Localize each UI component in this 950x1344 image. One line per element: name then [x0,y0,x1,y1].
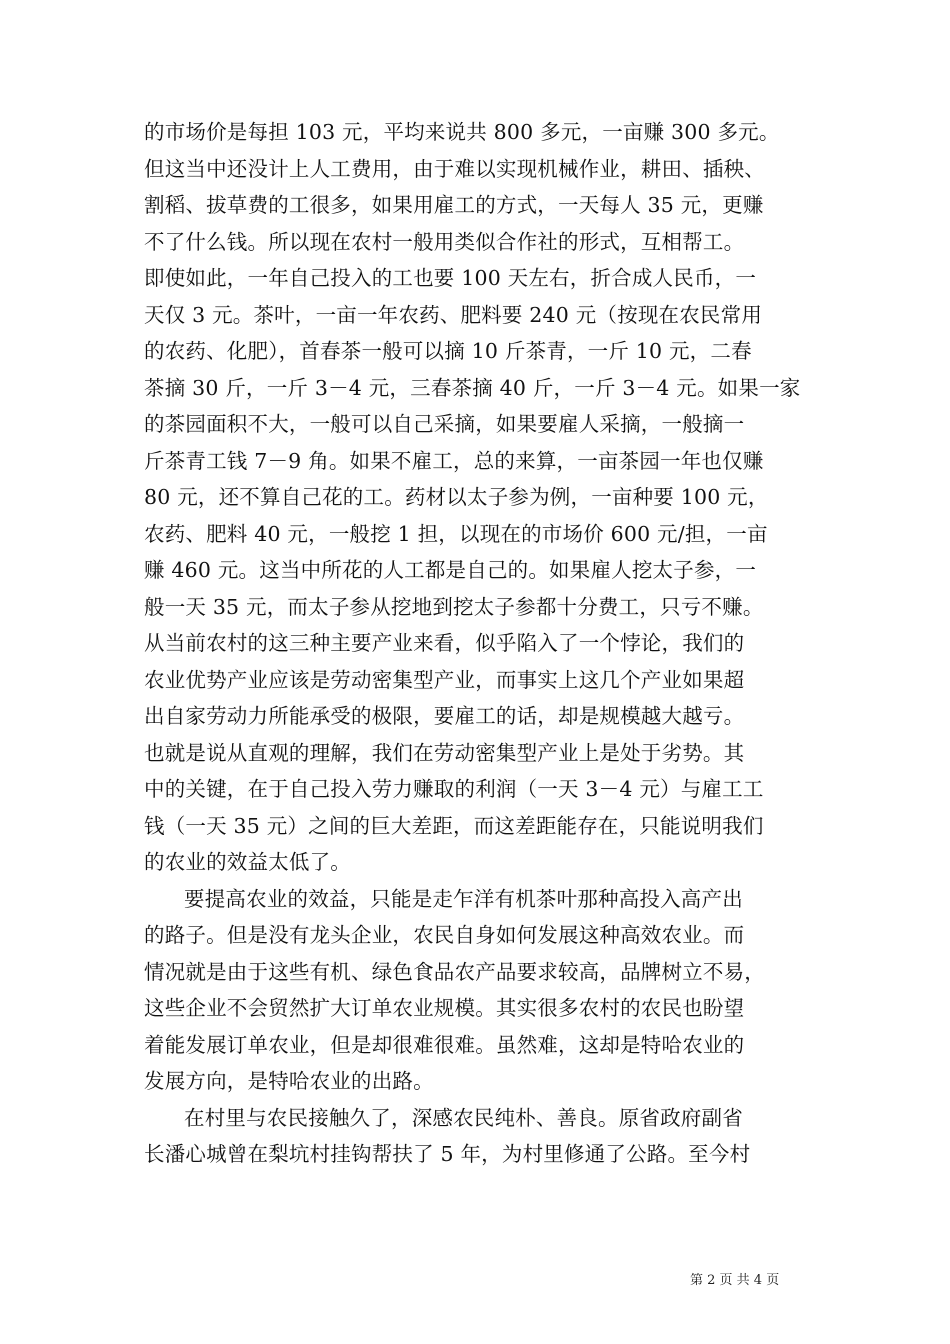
text-line: 农业优势产业应该是劳动密集型产业，而事实上这几个产业如果超 [144,667,745,692]
text-line: 要提高农业的效益，只能是走乍洋有机茶叶那种高投入高产出 [184,886,743,911]
text-line: 天仅 3 元。茶叶，一亩一年农药、肥料要 240 元（按现在农民常用 [144,302,763,327]
page-number-footer: 第 2 页 共 4 页 [690,1273,780,1288]
text-line: 的市场价是每担 103 元，平均来说共 800 多元，一亩赚 300 多元。 [144,120,780,144]
text-line: 长潘心城曾在梨坑村挂钩帮扶了 5 年，为村里修通了公路。至今村 [144,1142,751,1166]
text-line: 般一天 35 元，而太子参从挖地到挖太子参都十分费工，只亏不赚。 [144,594,764,619]
text-line: 也就是说从直观的理解，我们在劳动密集型产业上是处于劣势。其 [144,740,745,765]
text-line: 农药、肥料 40 元，一般挖 1 担，以现在的市场价 600 元/担，一亩 [144,521,768,546]
text-line: 中的关键，在于自己投入劳力赚取的利润（一天 3－4 元）与雇工工 [144,777,764,801]
text-line: 茶摘 30 斤，一斤 3－4 元，三春茶摘 40 斤，一斤 3－4 元。如果一家 [144,375,801,400]
text-line: 的农药、化肥），首春茶一般可以摘 10 斤茶青，一斤 10 元，二春 [144,339,752,363]
text-line: 的茶园面积不大，一般可以自己采摘，如果要雇人采摘，一般摘一 [144,412,745,436]
text-line: 情况就是由于这些有机、绿色食品农产品要求较高，品牌树立不易， [144,959,765,984]
text-line: 80 元，还不算自己花的工。药材以太子参为例，一亩种要 100 元， [144,485,769,509]
text-line: 割稻、拔草费的工很多，如果用雇工的方式，一天每人 35 元，更赚 [144,193,764,217]
text-line: 从当前农村的这三种主要产业来看，似乎陷入了一个悖论，我们的 [144,631,745,655]
text-line: 发展方向，是特哈农业的出路。 [144,1069,434,1093]
text-line: 在村里与农民接触久了，深感农民纯朴、善良。原省政府副省 [184,1105,743,1130]
text-line: 着能发展订单农业，但是却很难很难。虽然难，这却是特哈农业的 [144,1032,745,1057]
document-body [144,114,812,1173]
text-line: 不了什么钱。所以现在农村一般用类似合作社的形式，互相帮工。 [144,229,745,254]
text-line: 的农业的效益太低了。 [144,850,351,874]
text-line: 钱（一天 35 元）之间的巨大差距，而这差距能存在，只能说明我们 [144,813,764,838]
text-line: 这些企业不会贸然扩大订单农业规模。其实很多农村的农民也盼望 [144,996,745,1020]
text-line: 但这当中还没计上人工费用，由于难以实现机械作业，耕田、插秧、 [144,156,765,181]
text-line: 即使如此，一年自己投入的工也要 100 天左右，折合成人民币，一 [144,266,757,290]
text-line: 的路子。但是没有龙头企业，农民自身如何发展这种高效农业。而 [144,923,745,947]
text-line: 赚 460 元。这当中所花的人工都是自己的。如果雇人挖太子参，一 [144,558,757,582]
text-line: 斤茶青工钱 7－9 角。如果不雇工，总的来算，一亩茶园一年也仅赚 [144,448,764,473]
text-line: 出自家劳动力所能承受的极限，要雇工的话，却是规模越大越亏。 [144,704,745,728]
